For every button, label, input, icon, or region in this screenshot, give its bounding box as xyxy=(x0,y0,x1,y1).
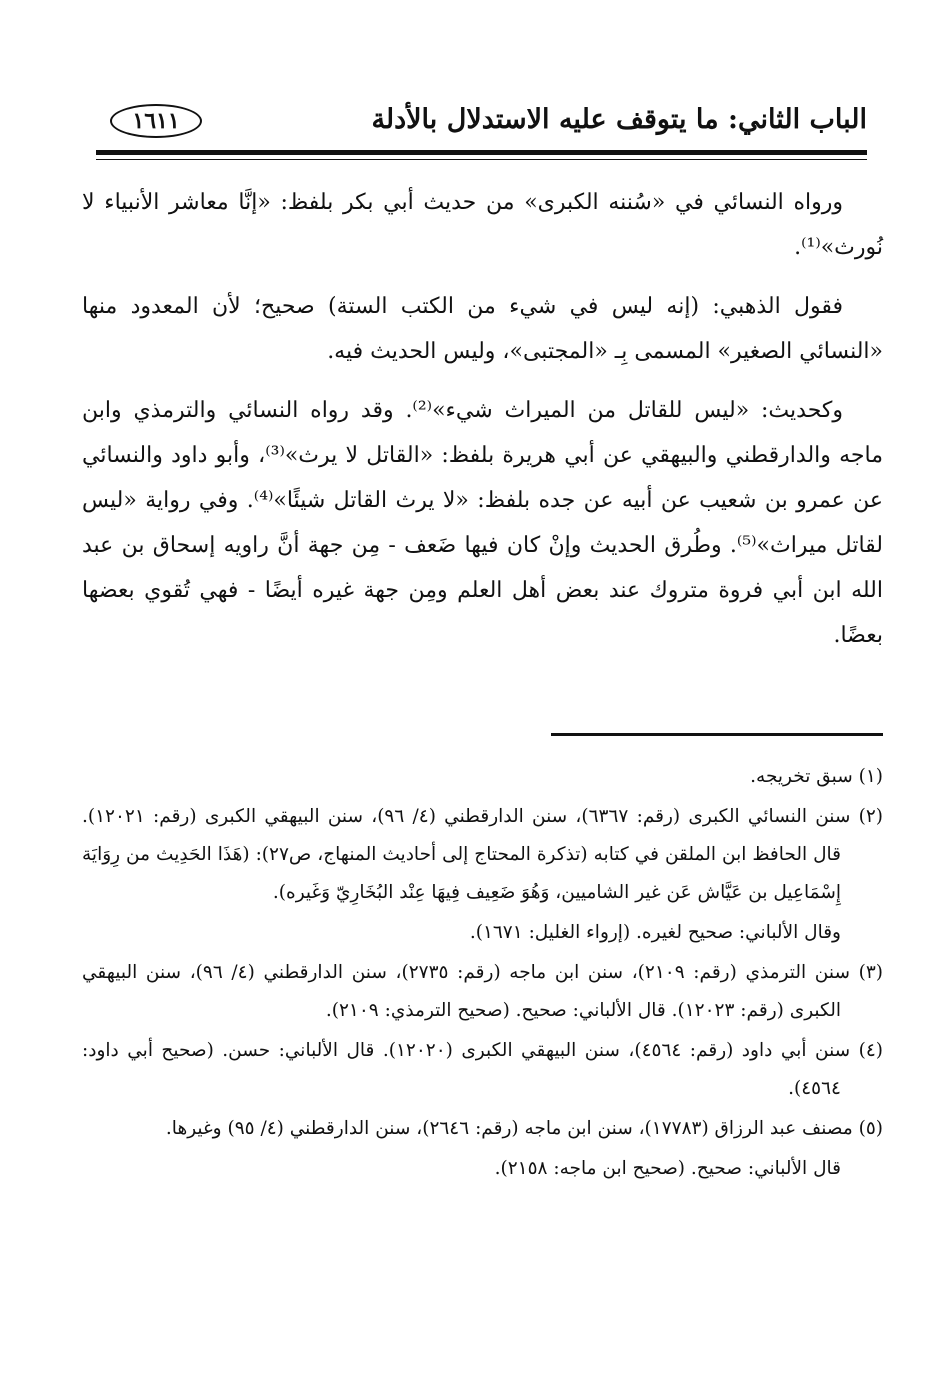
paragraph-2: فقول الذهبي: (إنه ليس في شيء من الكتب الستة) صحيح؛ لأن المعدود منها «النسائي الصغير» المسمى بِـ «المجتبى»، وليس الحديث فيه. xyxy=(82,294,883,364)
footnote-5-continuation: قال الألباني: صحيح. (صحيح ابن ماجه: ٢١٥٨). xyxy=(494,1158,841,1179)
header-rule-thick xyxy=(96,150,867,155)
footnote-2: (٢) سنن النسائي الكبرى (رقم: ٦٣٦٧)، سنن الدارقطني (٤/ ٩٦)، سنن البيهقي الكبرى (رقم: ١٢٠٢١). قال الحافظ ابن الملقن في كتابه (تذكرة المحتاج إلى أحاديث المنهاج، ص٢٧): (هَذَا الحَدِيث من رِوَايَة إِسْمَاعِيل بن عَيَّاش عَن غير الشاميين، وَهُوَ ضَعِيف فِيهَا عِنْد البُخَارِيّ وَغَيره). xyxy=(82,806,883,903)
paragraph-1: ورواه النسائي في «سُننه الكبرى» من حديث أبي بكر بلفظ: «إنَّا معاشر الأنبياء لا نُورث»⁽¹⁾. xyxy=(82,190,883,260)
footnotes xyxy=(82,758,883,1190)
page-number: ١٦١١ xyxy=(132,108,180,134)
main-text xyxy=(82,180,883,672)
chapter-title: الباب الثاني: ما يتوقف عليه الاستدلال بالأدلة xyxy=(371,104,867,135)
running-header xyxy=(96,100,867,146)
footnote-3: (٣) سنن الترمذي (رقم: ٢١٠٩)، سنن ابن ماجه (رقم: ٢٧٣٥)، سنن الدارقطني (٤/ ٩٦)، سنن البيهقي الكبرى (رقم: ١٢٠٢٣). قال الألباني: صحيح. (صحيح الترمذي: ٢١٠٩). xyxy=(82,962,883,1021)
paragraph-3: وكحديث: «ليس للقاتل من الميراث شيء»⁽²⁾. وقد رواه النسائي والترمذي وابن ماجه والدارقطني والبيهقي عن أبي هريرة بلفظ: «القاتل لا يرث»⁽³⁾، وأبو داود والنسائي عن عمرو بن شعيب عن أبيه عن جده بلفظ: «لا يرث القاتل شيئًا»⁽⁴⁾. وفي رواية «ليس لقاتل ميراث»⁽⁵⁾. وطُرق الحديث وإنْ كان فيها ضَعف - مِن جهة أنَّ راويه إسحاق بن عبد الله ابن أبي فروة متروك عند بعض أهل العلم ومِن جهة غيره أيضًا - فهي تُقوي بعضها بعضًا. xyxy=(82,398,883,648)
footnote-separator xyxy=(551,733,883,736)
footnote-4: (٤) سنن أبي داود (رقم: ٤٥٦٤)، سنن البيهقي الكبرى (١٢٠٢٠). قال الألباني: حسن. (صحيح أبي داود: ٤٥٦٤). xyxy=(82,1040,884,1099)
footnote-1: (١) سبق تخريجه. xyxy=(750,766,883,787)
page-number-badge xyxy=(110,104,202,138)
header-rule-thin xyxy=(96,159,867,160)
footnote-2-continuation: وقال الألباني: صحيح لغيره. (إرواء الغليل: ١٦٧١). xyxy=(469,922,841,943)
footnote-5: (٥) مصنف عبد الرزاق (١٧٧٨٣)، سنن ابن ماجه (رقم: ٢٦٤٦)، سنن الدارقطني (٤/ ٩٥) وغيرها. xyxy=(165,1118,883,1139)
